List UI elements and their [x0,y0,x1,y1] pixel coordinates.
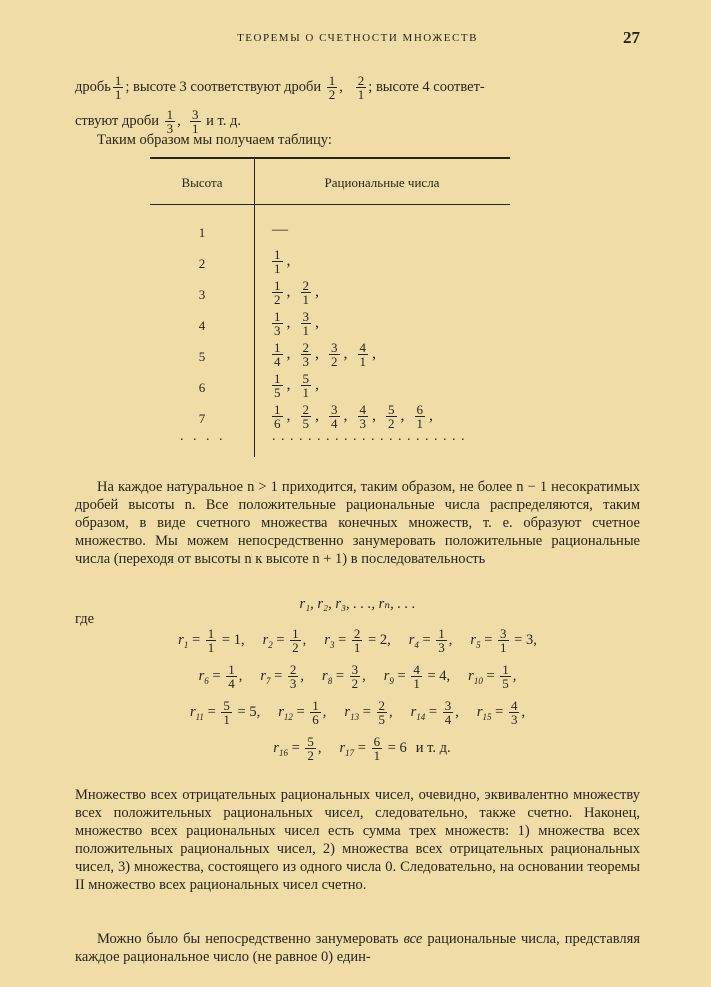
formula-item: $r_4$ = $\frac{1}{3}$ , [408,626,453,655]
formula-item: $r_5$ = $\frac{3}{1}$ = 3, [470,626,537,655]
where-text: где [75,611,95,627]
emphasis-text: все [403,931,423,947]
formula-item: $r_{11}$ = $\frac{5}{1}$ = 5, [189,698,261,727]
fraction: $\frac{5}{1}$ [302,371,309,400]
table-top-rule [150,157,510,159]
fraction: $\frac{3}{2}$ [351,662,359,691]
formula-tail: и т. д. [415,739,451,756]
formula-item: $r_{15}$ = $\frac{4}{3}$ , [476,698,526,727]
table-header-rule [150,204,510,205]
formula-item: $r_9$ = $\frac{4}{1}$ = 4, [383,662,451,691]
fraction: $\frac{2}{5}$ [378,698,385,727]
fraction: $\frac{4}{1}$ [413,662,420,691]
table-row [150,403,510,433]
fraction: $\frac{2}{1}$ [357,73,365,103]
text: рациональные числа, представляя каждое рациональное число (не равное 0) един- [75,931,640,965]
sequence-formula: r₁, r₂, r₃, . . ., rₙ, . . . [299,596,416,612]
intro-paragraph: дробь $\frac{1}{1}$ ; высоте 3 соответствуют дроби $\frac{1}{2}$ , $\frac{2}{1}$ ; высоте 4 соответ- ствуют дроби $\frac{1}{3}$ , $\frac{3}{1}$ и т. д. [75,73,485,137]
formula-item: $r_{12}$ = $\frac{1}{6}$ , [278,698,327,727]
running-title: ТЕОРЕМЫ О СЧЕТНОСТИ МНОЖЕСТВ [237,32,478,44]
fraction: $\frac{2}{1}$ [353,626,361,655]
formula-item: $r_1$ = $\frac{1}{1}$ = 1, [178,626,245,655]
text: ствуют дроби [75,113,159,129]
fraction: $\frac{1}{6}$ [312,698,319,727]
row-height: 6 [198,380,206,395]
fraction: $\frac{1}{1}$ [207,626,215,655]
fraction: $\frac{2}{3}$ [302,340,309,369]
row-fractions: — [272,221,288,238]
row-fractions: $\frac{1}{5}$ , $\frac{5}{1}$ , [274,371,319,400]
table-row [150,310,510,340]
fraction: $\frac{5}{2}$ [388,402,395,431]
row-fractions: $\frac{1}{2}$ , $\frac{2}{1}$ , [274,278,319,307]
fraction: $\frac{1}{6}$ [274,402,281,431]
table-row [150,248,510,278]
row-height: 1 [198,225,206,240]
paragraph-2: Множество всех отрицательных рациональных чисел, очевидно, эквивалентно множеству всех положительных рациональных чисел, следовательно, также счетно. Наконец, множество всех рациональных чисел есть сумма трех множеств: 1) множества всех положительных рациональных чисел, 2) множества всех отрицательных рациональных чисел, 3) множества, состоящего из одного числа 0. Следовательно, на основании теоремы II множество всех рациональных чисел счетно. [75,787,640,893]
formula-line [75,735,640,762]
fraction: $\frac{3}{1}$ [500,626,507,655]
paragraph-1: На каждое натуральное n > 1 приходится, таким образом, не более n − 1 несократимых дробей высоты n. Все положительные рациональные числа распределяются, таким образом, в виде счетного множества конечных множеств, т. е. образуют счетное множество. Мы можем непосредственно занумеровать положительные рациональные числа (переходя от высоты n к высоте n + 1) в последовательность [75,479,640,567]
rational-table [150,157,510,452]
row-height: 7 [198,411,206,426]
text: Можно было бы непосредственно занумеровать [97,931,404,947]
text: ; высоте 4 соответ- [368,79,485,95]
fraction: $\frac{4}{3}$ [359,402,366,431]
fraction: $\frac{3}{4}$ [331,402,338,431]
fraction: $\frac{6}{1}$ [416,402,423,431]
fraction: $\frac{1}{2}$ [292,626,299,655]
row-fractions: $\frac{1}{3}$ , $\frac{3}{1}$ , [274,309,319,338]
lead-text: Таким образом мы получаем таблицу: [97,132,332,148]
fraction: $\frac{1}{3}$ [274,309,281,338]
fraction: $\frac{3}{4}$ [444,698,452,727]
table-row [150,372,510,402]
fraction: $\frac{1}{5}$ [274,371,281,400]
fraction: $\frac{1}{3}$ [166,107,174,137]
fraction: $\frac{2}{1}$ [302,278,309,307]
formula-item: $r_{16}$ = $\frac{5}{2}$ , [273,734,322,763]
fraction: $\frac{5}{2}$ [307,734,314,763]
text: ; высоте 3 соответствуют дроби [125,79,322,95]
column-header-numbers: Рациональные числа [324,175,440,190]
text: дробь [75,79,111,95]
fraction: $\frac{1}{1}$ [274,247,281,276]
formula-item: $r_8$ = $\frac{3}{2}$ , [322,662,366,691]
formula-line [75,663,640,690]
formula-item: $r_{10}$ = $\frac{1}{5}$ , [468,662,517,691]
formula-item: $r_7$ = $\frac{2}{3}$ , [260,662,305,691]
paragraph-3 [75,930,640,966]
fraction: $\frac{1}{2}$ [328,73,336,103]
formula-line [75,699,640,726]
table-dots-right: . . . . . . . . . . . . . . . . . . . . . . [272,429,466,444]
fraction: $\frac{1}{4}$ [228,662,235,691]
row-height: 5 [198,349,206,364]
fraction: $\frac{4}{1}$ [359,340,366,369]
table-row [150,279,510,309]
fraction: $\frac{2}{5}$ [302,402,309,431]
fraction: $\frac{1}{5}$ [502,662,509,691]
formula-item: $r_2$ = $\frac{1}{2}$ , [262,626,307,655]
row-fractions: $\frac{1}{6}$ , $\frac{2}{5}$ , $\frac{3}{4}$ , $\frac{4}{3}$ , $\frac{5}{2}$ , $\frac{6}{1}$ , [274,402,433,431]
fraction: $\frac{2}{3}$ [289,662,297,691]
row-fractions: $\frac{1}{1}$ , [274,247,291,276]
fraction: $\frac{3}{1}$ [192,107,199,137]
fraction: $\frac{5}{1}$ [223,698,230,727]
fraction: $\frac{4}{3}$ [510,698,518,727]
column-header-height: Высота [181,175,223,190]
table-row [150,341,510,371]
row-height: 3 [198,287,206,302]
page-number: 27 [623,28,640,47]
fraction: $\frac{1}{3}$ [438,626,445,655]
formula-item: $r_6$ = $\frac{1}{4}$ , [198,662,243,691]
formula-item: $r_3$ = $\frac{2}{1}$ = 2, [324,626,391,655]
row-height: 2 [198,256,206,271]
page-header [75,28,640,48]
formula-item: $r_{17}$ = $\frac{6}{1}$ = 6 [339,734,407,763]
fraction: $\frac{3}{2}$ [331,340,338,369]
table-dots-left: . . . . [180,429,226,444]
table-row [150,217,510,247]
text: и т. д. [206,113,242,129]
row-fractions: $\frac{1}{4}$ , $\frac{2}{3}$ , $\frac{3}{2}$ , $\frac{4}{1}$ , [274,340,376,369]
fraction: $\frac{6}{1}$ [373,734,381,763]
fraction: $\frac{1}{1}$ [114,73,122,103]
row-height: 4 [198,318,206,333]
formula-line [75,627,640,654]
formula-item: $r_{14}$ = $\frac{3}{4}$ , [410,698,459,727]
fraction: $\frac{3}{1}$ [302,309,309,338]
formula-item: $r_{13}$ = $\frac{2}{5}$ , [344,698,393,727]
fraction: $\frac{1}{4}$ [274,340,281,369]
fraction: $\frac{1}{2}$ [274,278,281,307]
